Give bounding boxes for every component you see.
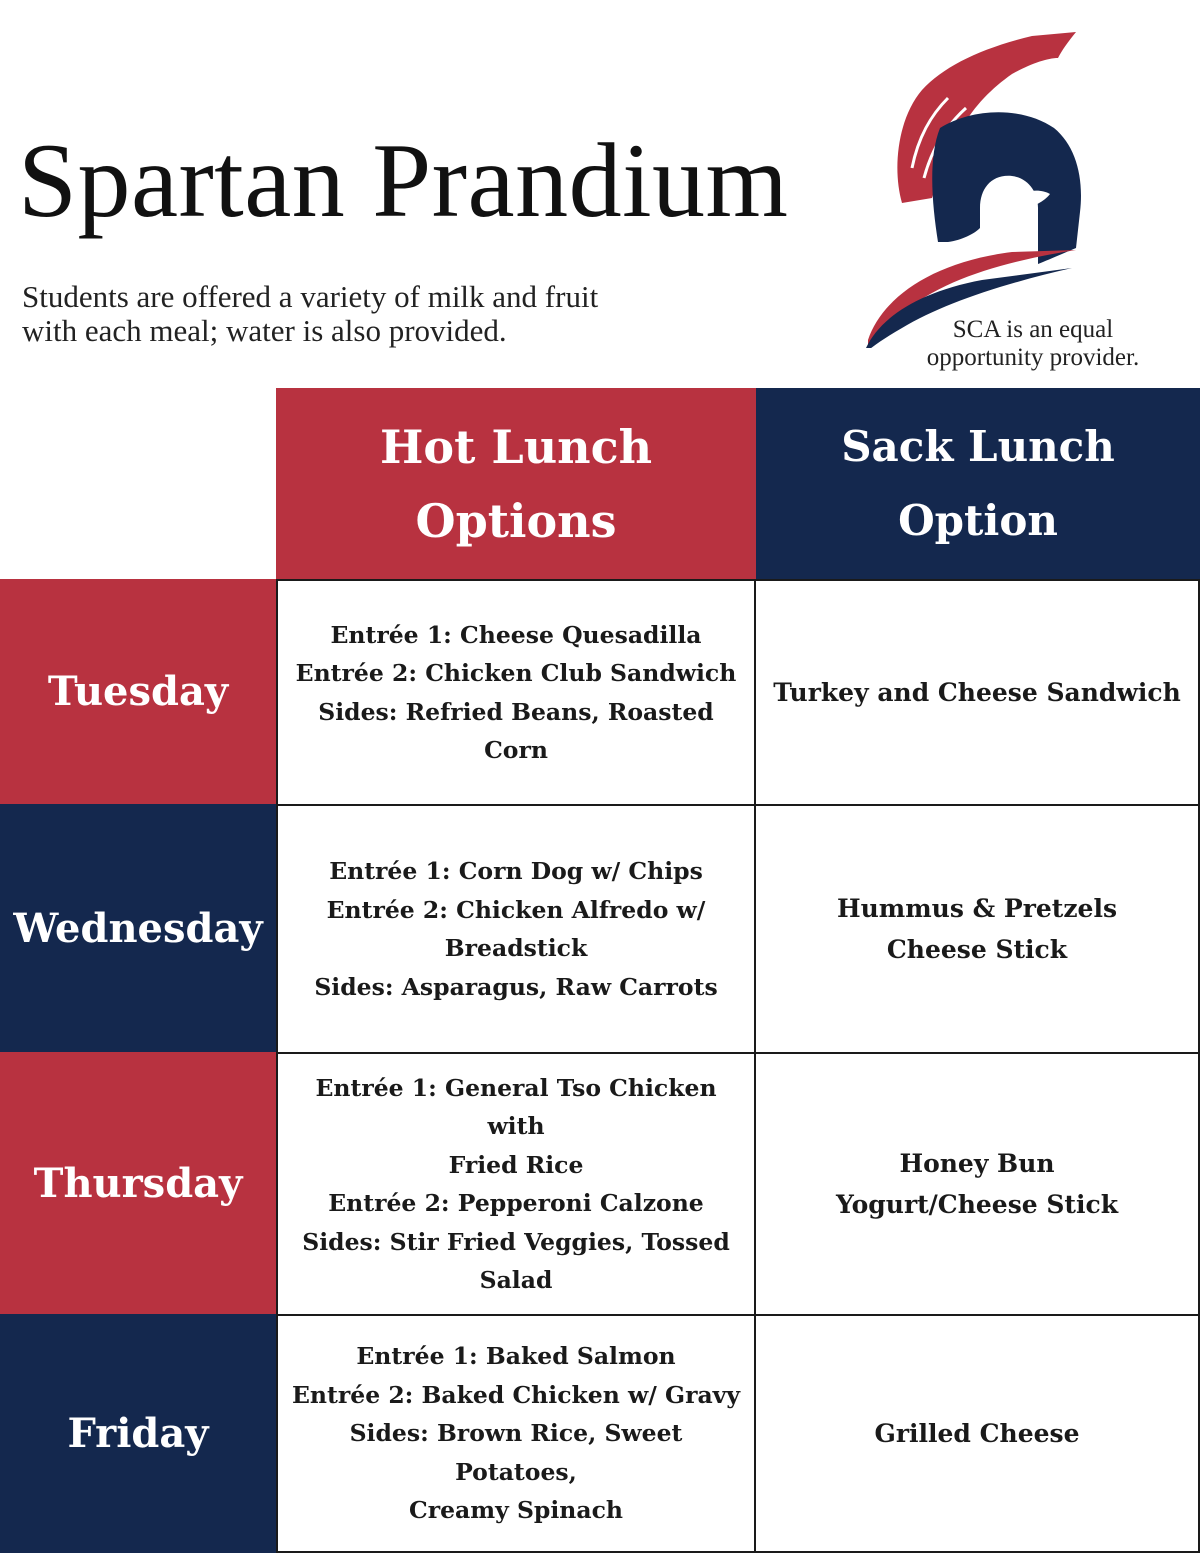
menu-line: Entrée 1: Baked Salmon bbox=[356, 1342, 676, 1371]
equal-opportunity-line: SCA is an equal bbox=[952, 316, 1114, 343]
menu-line: Honey Bun bbox=[899, 1149, 1055, 1178]
hot-lunch-cell-friday bbox=[276, 1314, 756, 1553]
sack-lunch-cell-wednesday bbox=[756, 804, 1200, 1052]
hot-lunch-cell-wednesday bbox=[276, 804, 756, 1052]
menu-line: Cheese Stick bbox=[886, 935, 1068, 964]
spartan-helmet-icon bbox=[862, 28, 1094, 348]
menu-line: Sides: Stir Fried Veggies, Tossed bbox=[302, 1227, 730, 1256]
lunch-menu-table bbox=[0, 388, 1200, 1553]
menu-line: Entrée 1: Corn Dog w/ Chips bbox=[329, 857, 703, 885]
sack-lunch-header-label: Sack Lunch Option bbox=[841, 421, 1115, 545]
hot-lunch-cell-tuesday bbox=[276, 579, 756, 804]
subtitle bbox=[22, 280, 742, 348]
menu-line: Grilled Cheese bbox=[874, 1419, 1080, 1448]
menu-line: Turkey and Cheese Sandwich bbox=[773, 678, 1181, 707]
menu-line: Entrée 2: Chicken Alfredo w/ bbox=[326, 895, 706, 924]
sack-lunch-cell-thursday bbox=[756, 1052, 1200, 1314]
hot-lunch-header-line: Hot Lunch bbox=[379, 419, 653, 474]
day-label-thursday: Thursday bbox=[0, 1052, 276, 1314]
menu-line: Sides: Refried Beans, Roasted Corn bbox=[318, 697, 714, 764]
table-corner bbox=[0, 388, 276, 579]
menu-line: Hummus & Pretzels bbox=[836, 894, 1118, 923]
day-label-wednesday: Wednesday bbox=[0, 804, 276, 1052]
menu-line: Yogurt/Cheese Stick bbox=[835, 1190, 1119, 1219]
menu-line: Entrée 1: General Tso Chicken with bbox=[315, 1073, 717, 1140]
menu-line: Entrée 2: Chicken Club Sandwich bbox=[295, 659, 737, 687]
menu-line: Salad bbox=[479, 1266, 553, 1294]
sack-lunch-cell-tuesday bbox=[756, 579, 1200, 804]
menu-line: Entrée 2: Pepperoni Calzone bbox=[328, 1189, 704, 1217]
menu-line: Fried Rice bbox=[448, 1150, 584, 1179]
sack-lunch-header bbox=[756, 388, 1200, 579]
day-label-friday: Friday bbox=[0, 1314, 276, 1553]
menu-line: Creamy Spinach bbox=[408, 1496, 623, 1525]
equal-opportunity-line: opportunity provider. bbox=[926, 344, 1140, 371]
day-label-tuesday: Tuesday bbox=[0, 579, 276, 804]
page-title: Spartan Prandium bbox=[18, 122, 789, 239]
menu-line: Entrée 2: Baked Chicken w/ Gravy bbox=[292, 1380, 740, 1409]
subtitle-line: Students are offered a variety of milk and fruit bbox=[22, 279, 599, 314]
hot-lunch-cell-thursday bbox=[276, 1052, 756, 1314]
hot-lunch-header-line: Options bbox=[415, 493, 617, 548]
menu-line: Entrée 1: Cheese Quesadilla bbox=[330, 620, 702, 649]
menu-line: Breadstick bbox=[444, 934, 588, 962]
sack-lunch-cell-friday bbox=[756, 1314, 1200, 1553]
equal-opportunity-note bbox=[900, 316, 1166, 372]
hot-lunch-header bbox=[276, 388, 756, 579]
menu-line: Sides: Brown Rice, Sweet Potatoes, bbox=[349, 1419, 683, 1486]
menu-line: Sides: Asparagus, Raw Carrots bbox=[314, 972, 718, 1001]
subtitle-line: with each meal; water is also provided. bbox=[22, 313, 507, 348]
